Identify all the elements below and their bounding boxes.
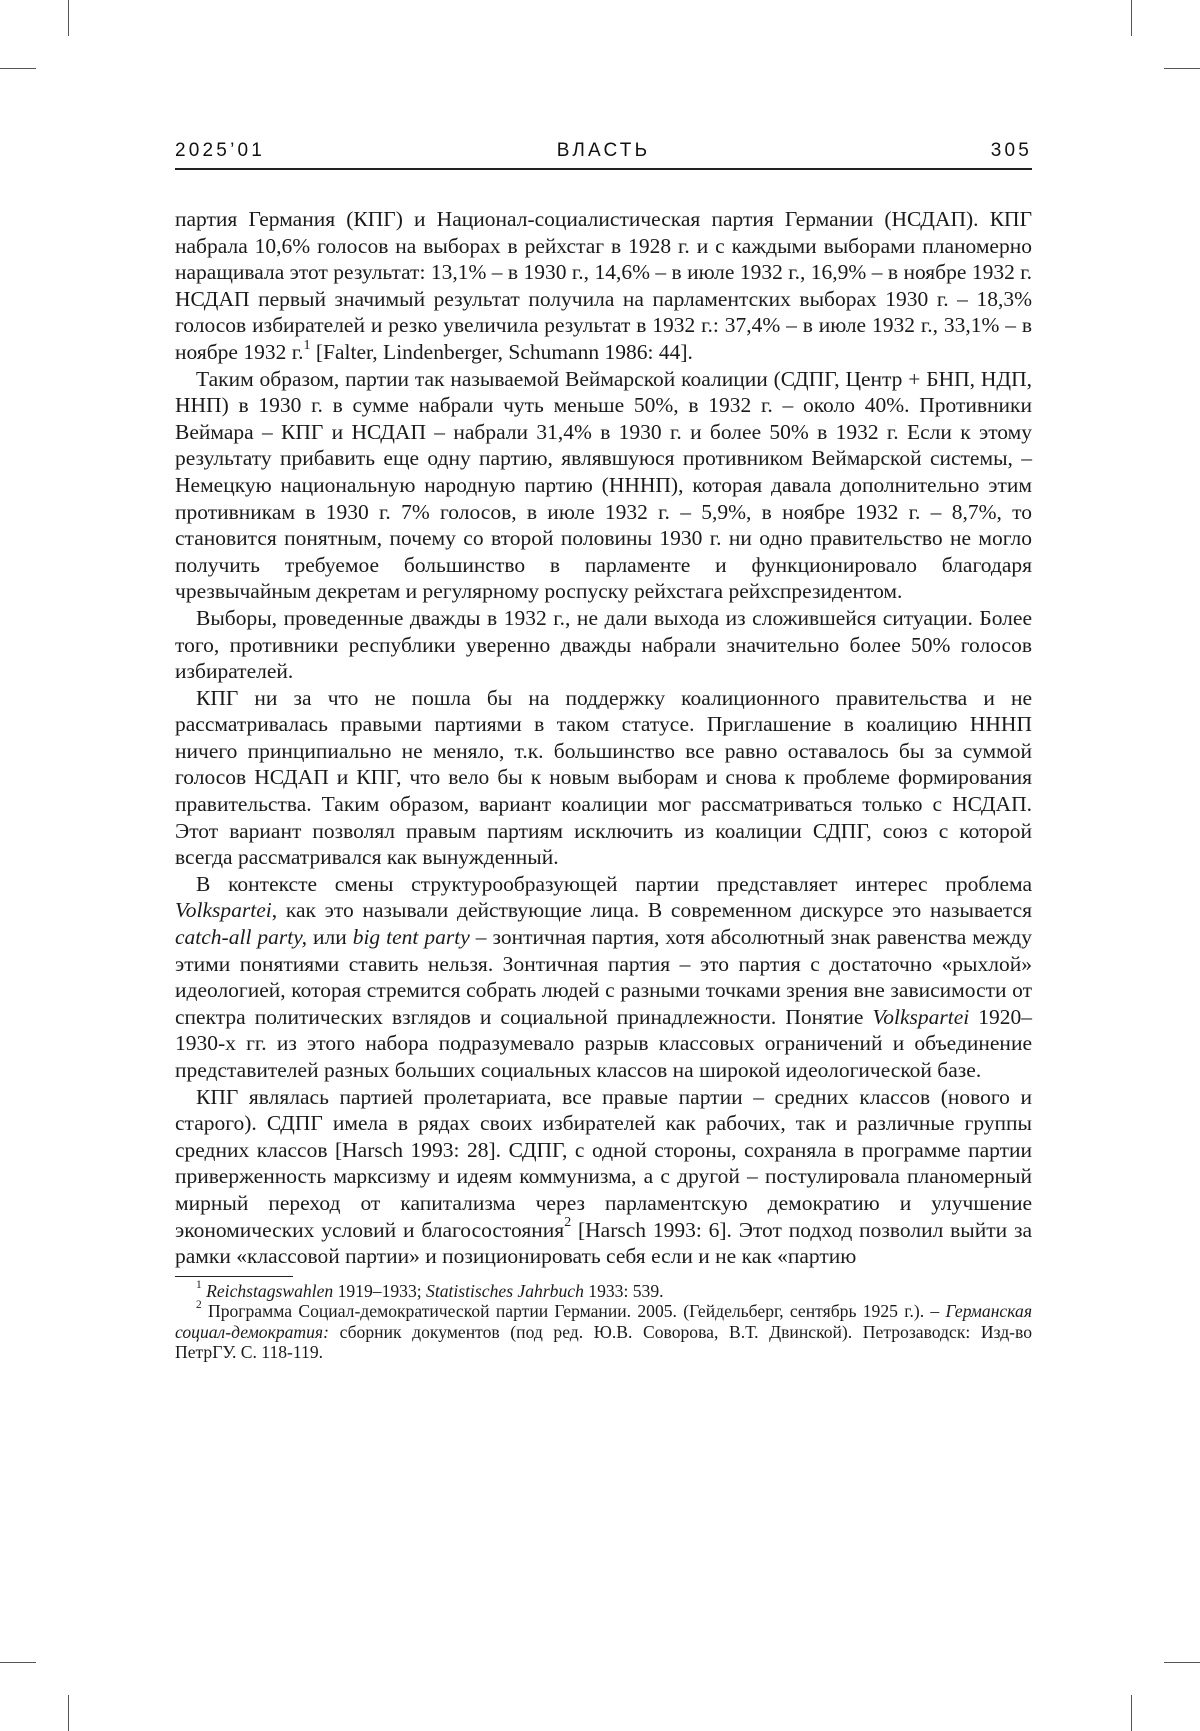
paragraph-5: В контексте смены структурообразующей партии представляет интерес проблема Volkspartei, как это называли действующие лица. В современном дискурсе это называется catch-all party, или big tent party – зонтичная партия, хотя абсолютный знак равенства между этими понятиями ставить нельзя. Зонтичная партия – это партия с достаточно «рыхлой» идеологией, которая стремится собрать людей с разными точками зрения вне зависимости от спектра политических взглядов и социальной принадлежности. Понятие Volkspartei 1920–1930-х гг. из этого набора подразумевало разрыв классовых ограничений и объединение представителей разных больших социальных классов на широкой идеологической базе.	[175, 871, 1032, 1084]
paragraph-2: Таким образом, партии так называемой Веймарской коалиции (СДПГ, Центр + БНП, НДП, ННП) в 1930 г. в сумме набрали чуть меньше 50%, в 1932 г. – около 40%. Противники Веймара – КПГ и НСДАП – набрали 31,4% в 1930 г. и более 50% в 1932 г. Если к этому результату прибавить еще одну партию, являвшуюся противником Веймарской системы, – Немецкую национальную народную партию (НННП), которая давала дополнительно этим противникам в 1930 г. 7% голосов, в июле 1932 г. – 5,9%, в ноябре 1932 г. – 8,7%, то становится понятным, почему со второй половины 1930 г. ни одно правительство не могло получить требуемое большинство в парламенте и функционировало благодаря чрезвычайным декретам и регулярному роспуску рейхстага рейхспрезидентом.	[175, 366, 1032, 605]
footnote-ref-1[interactable]: 1	[304, 338, 311, 353]
crop-mark-left-bottom	[0, 1662, 36, 1663]
footnote-1: 1 Reichstagswahlen 1919–1933; Statistisches Jahrbuch 1933: 539.	[175, 1281, 1032, 1301]
footnote-2: 2 Программа Социал-демократической партии Германии. 2005. (Гейдельберг, сентябрь 1925 г.). – Германская социал-демократия: сборник документов (под ред. Ю.В. Соворова, В.Т. Двинской). Петрозаводск: Изд-во ПетрГУ. С. 118-119.	[175, 1301, 1032, 1362]
paragraph-3: Выборы, проведенные дважды в 1932 г., не дали выхода из сложившейся ситуации. Более того, противники республики уверенно дважды набрали значительно более 50% голосов избирателей.	[175, 605, 1032, 685]
running-header	[175, 140, 1032, 164]
paragraph-4: КПГ ни за что не пошла бы на поддержку коалиционного правительства и не рассматривалась правыми партиями в таком статусе. Приглашение в коалицию НННП ничего принципиально не меняло, т.к. большинство все равно оставалось бы за суммой голосов НСДАП и КПГ, что вело бы к новым выборам и снова к проблеме формирования правительства. Таким образом, вариант коалиции мог рассматриваться только с НСДАП. Этот вариант позволял правым партиям исключить из коалиции СДПГ, союз с которой всегда рассматривался как вынужденный.	[175, 685, 1032, 871]
footnote-separator	[175, 1276, 293, 1277]
footnotes	[175, 1281, 1032, 1363]
issue-label: 2025’01	[175, 140, 265, 162]
crop-mark-left-top	[0, 68, 36, 69]
crop-mark-top-right	[1131, 0, 1132, 36]
footnote-ref-2[interactable]: 2	[564, 1215, 571, 1230]
header-rule	[175, 168, 1032, 170]
crop-mark-right-bottom	[1164, 1662, 1200, 1663]
journal-title: ВЛАСТЬ	[175, 140, 1032, 162]
article-body	[175, 206, 1032, 1270]
page	[175, 140, 1032, 1362]
crop-mark-bottom-right	[1131, 1695, 1132, 1731]
paragraph-1: партия Германия (КПГ) и Национал-социалистическая партия Германии (НСДАП). КПГ набрала 10,6% голосов на выборах в рейхстаг в 1928 г. и с каждыми выборами планомерно наращивала этот результат: 13,1% – в 1930 г., 14,6% – в июле 1932 г., 16,9% – в ноябре 1932 г. НСДАП первый значимый результат получила на парламентских выборах 1930 г. – 18,3% голосов избирателей и резко увеличила результат в 1932 г.: 37,4% – в июле 1932 г., 33,1% – в ноябре 1932 г.1 [Falter, Lindenberger, Schumann 1986: 44].	[175, 206, 1032, 366]
crop-mark-top-left	[68, 0, 69, 36]
crop-mark-right-top	[1164, 68, 1200, 69]
crop-mark-bottom-left	[68, 1695, 69, 1731]
paragraph-6: КПГ являлась партией пролетариата, все правые партии – средних классов (нового и старого). СДПГ имела в рядах своих избирателей как рабочих, так и различные группы средних классов [Harsch 1993: 28]. СДПГ, с одной стороны, сохраняла в программе партии приверженность марксизму и идеям коммунизма, а с другой – постулировала планомерный мирный переход от капитализма через парламентскую демократию и улучшение экономических условий и благосостояния2 [Harsch 1993: 6]. Этот подход позволил выйти за рамки «классовой партии» и позиционировать себя если и не как «партию	[175, 1084, 1032, 1270]
page-number: 305	[991, 140, 1032, 162]
